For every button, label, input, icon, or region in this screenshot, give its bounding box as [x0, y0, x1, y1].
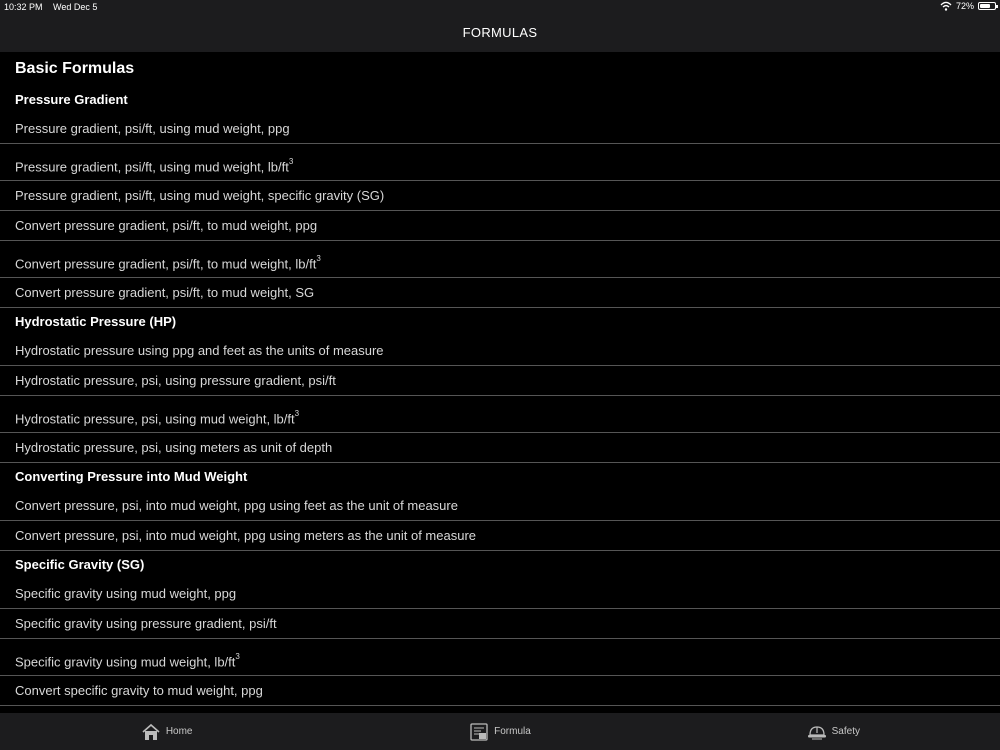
status-date: Wed Dec 5: [53, 2, 98, 12]
section-header-hydrostatic: Hydrostatic Pressure (HP): [15, 314, 177, 329]
nav-title: FORMULAS: [462, 25, 538, 40]
list-item[interactable]: Specific gravity using mud weight, $lb/ft^3$: [0, 639, 1000, 676]
list-item[interactable]: Hydrostatic pressure, psi, using mud weight, $lb/ft^3$: [0, 396, 1000, 433]
battery-percent: 72%: [955, 1, 974, 11]
page-title: Basic Formulas: [15, 60, 135, 77]
tab-safety[interactable]: [667, 713, 1000, 750]
list-item[interactable]: Convert pressure gradient, psi/ft, to mud weight, ppg: [0, 211, 1000, 241]
formula-list[interactable]: [0, 52, 1000, 713]
section-header-specific-gravity: Specific Gravity (SG): [15, 557, 145, 572]
hardhat-icon: [807, 723, 827, 741]
formula-icon: [469, 723, 489, 741]
list-item[interactable]: Pressure gradient, psi/ft, using mud weight, $lb/ft^3$: [0, 144, 1000, 181]
superscript: 3: [316, 254, 321, 263]
list-item[interactable]: Specific gravity using pressure gradient, psi/ft: [0, 609, 1000, 639]
superscript: 3: [288, 157, 294, 166]
tab-home-label: Home: [165, 726, 193, 737]
house-icon: [141, 723, 161, 741]
section-header-pressure-gradient: Pressure Gradient: [15, 92, 128, 107]
list-item[interactable]: Hydrostatic pressure, psi, using pressure gradient, psi/ft: [0, 366, 1000, 396]
list-item[interactable]: Convert pressure, psi, into mud weight, ppg using feet as the unit of measure: [0, 491, 1000, 521]
superscript: 3: [235, 652, 240, 661]
list-item[interactable]: Pressure gradient, psi/ft, using mud weight, ppg: [0, 114, 1000, 144]
section-header-converting: Converting Pressure into Mud Weight: [15, 469, 248, 484]
list-item[interactable]: Convert pressure gradient, psi/ft, to mud weight, $lb/ft^3$: [0, 241, 1000, 278]
list-item[interactable]: Specific gravity using mud weight, ppg: [0, 579, 1000, 609]
status-time: 10:32 PM: [4, 2, 43, 12]
tab-bar: [0, 713, 1000, 750]
superscript: 3: [294, 409, 300, 418]
tab-formula[interactable]: [333, 713, 666, 750]
wifi-icon: [940, 1, 952, 11]
list-item[interactable]: Convert pressure gradient, psi/ft, to mud weight, SG: [0, 278, 1000, 308]
status-bar: [0, 0, 1000, 14]
list-item[interactable]: Hydrostatic pressure using ppg and feet as the units of measure: [0, 336, 1000, 366]
battery-icon: [978, 2, 996, 10]
tab-home[interactable]: [0, 713, 333, 750]
list-item[interactable]: Pressure gradient, psi/ft, using mud weight, specific gravity (SG): [0, 181, 1000, 211]
nav-bar: [0, 14, 1000, 52]
tab-safety-label: Safety: [831, 726, 860, 737]
list-item[interactable]: Convert specific gravity to mud weight, ppg: [0, 676, 1000, 706]
list-item[interactable]: Convert pressure, psi, into mud weight, ppg using meters as the unit of measure: [0, 521, 1000, 551]
tab-formula-label: Formula: [494, 726, 531, 737]
list-item[interactable]: Hydrostatic pressure, psi, using meters as unit of depth: [0, 433, 1000, 463]
